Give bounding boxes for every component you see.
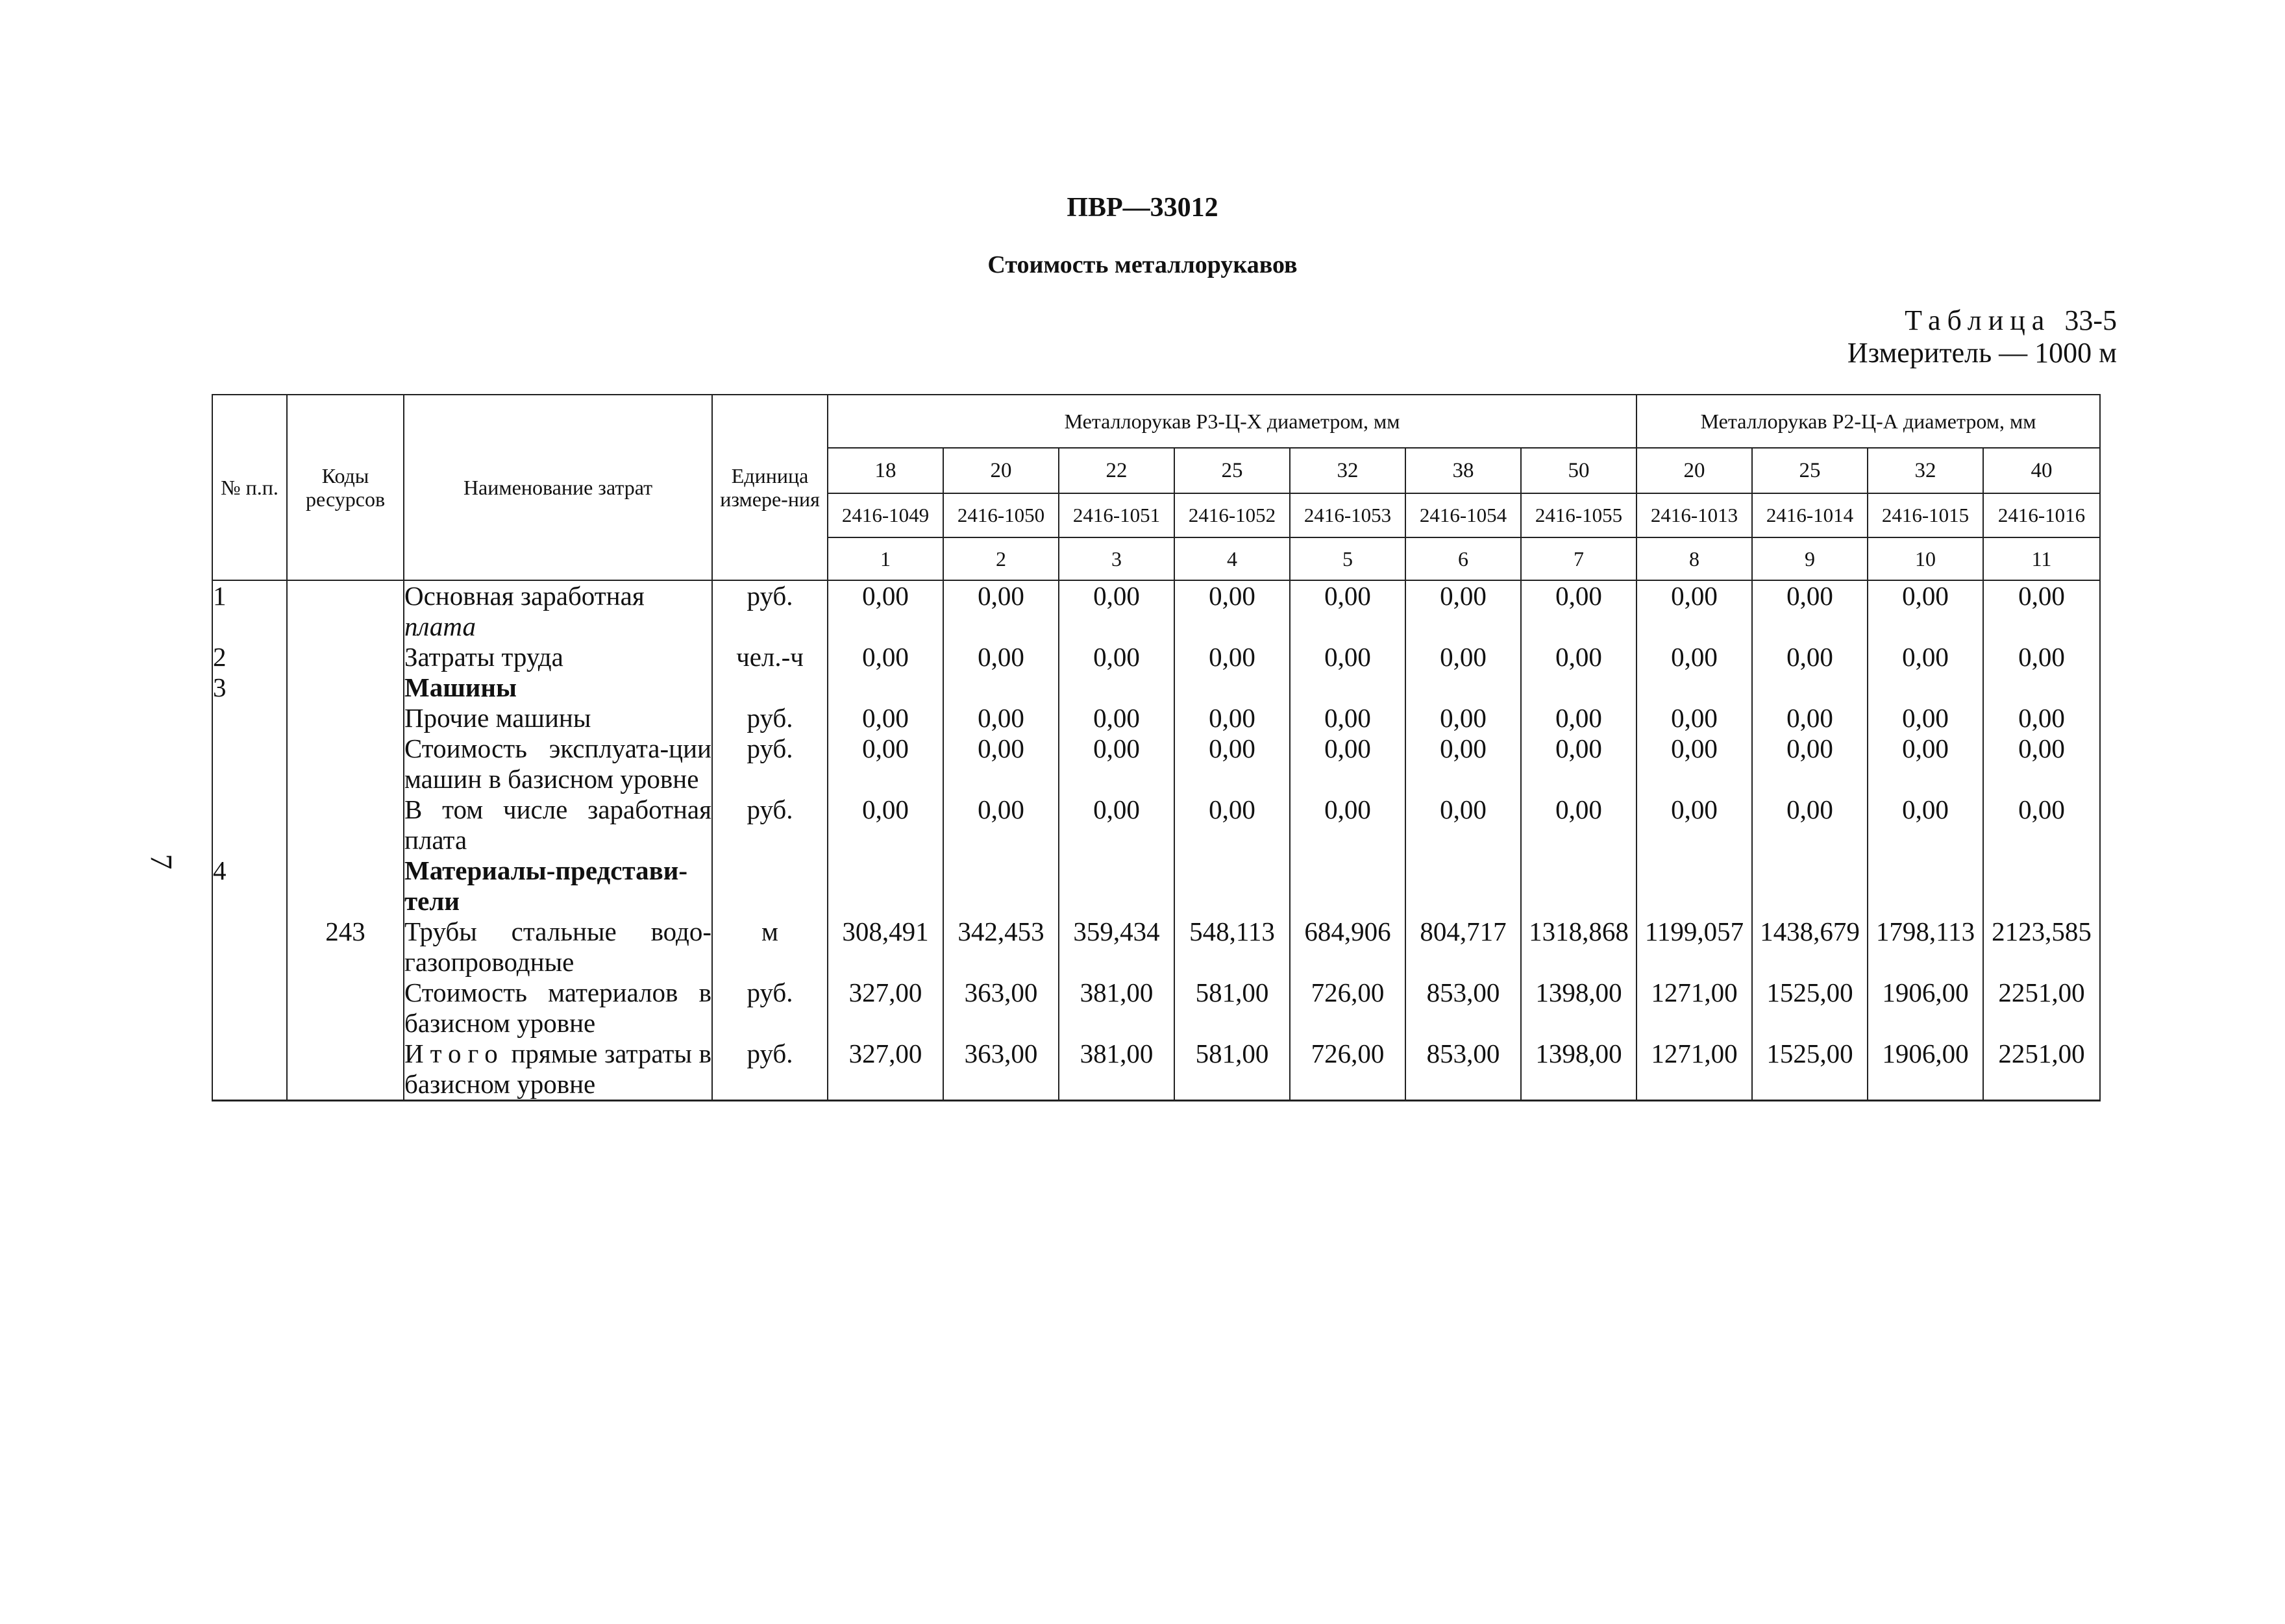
value-cell: 381,00 <box>1059 1039 1174 1101</box>
resource-code-header: 2416-1049 <box>828 493 943 537</box>
cost-name-spaced: Итого <box>404 1039 504 1068</box>
row-number: 4 <box>212 855 287 917</box>
value-cell: 0,00 <box>943 703 1059 733</box>
column-index-header: 9 <box>1752 537 1868 580</box>
unit-cell: руб. <box>712 733 828 794</box>
value-cell: 1525,00 <box>1752 978 1868 1039</box>
value-cell: 1906,00 <box>1868 978 1983 1039</box>
diameter-header: 20 <box>943 448 1059 493</box>
table-caption-word: Таблица <box>1905 304 2051 336</box>
value-cell: 0,00 <box>1174 642 1290 672</box>
cost-name <box>404 855 712 917</box>
value-cell: 363,00 <box>943 1039 1059 1101</box>
value-cell: 0,00 <box>1868 642 1983 672</box>
value-cell: 0,00 <box>1983 703 2100 733</box>
resource-code-header: 2416-1014 <box>1752 493 1868 537</box>
resource-code-header: 2416-1051 <box>1059 493 1174 537</box>
value-cell <box>1521 672 1637 703</box>
resource-code <box>287 733 404 794</box>
table-row <box>212 580 2100 642</box>
value-cell: 684,906 <box>1290 917 1405 978</box>
resource-code-header: 2416-1052 <box>1174 493 1290 537</box>
row-number <box>212 917 287 978</box>
table-row <box>212 794 2100 855</box>
value-cell: 308,491 <box>828 917 943 978</box>
value-cell: 0,00 <box>1521 703 1637 733</box>
col-header-num: № п.п. <box>212 395 287 580</box>
value-cell: 381,00 <box>1059 978 1174 1039</box>
column-index-header: 11 <box>1983 537 2100 580</box>
table-row <box>212 672 2100 703</box>
value-cell: 0,00 <box>1983 794 2100 855</box>
value-cell: 1398,00 <box>1521 1039 1637 1101</box>
table-row <box>212 642 2100 672</box>
value-cell: 0,00 <box>1290 703 1405 733</box>
value-cell: 1906,00 <box>1868 1039 1983 1101</box>
column-index-header: 1 <box>828 537 943 580</box>
unit-cell: руб. <box>712 703 828 733</box>
value-cell: 0,00 <box>1521 733 1637 794</box>
resource-code <box>287 1039 404 1101</box>
value-cell: 0,00 <box>828 733 943 794</box>
column-index-header: 5 <box>1290 537 1405 580</box>
value-cell <box>943 672 1059 703</box>
resource-code-header: 2416-1013 <box>1637 493 1752 537</box>
document-code: ПВР—33012 <box>1067 193 1218 223</box>
row-number <box>212 794 287 855</box>
value-cell: 1271,00 <box>1637 978 1752 1039</box>
cost-name-text: Материалы-представи-тели <box>404 855 688 916</box>
value-cell: 0,00 <box>828 580 943 642</box>
diameter-header: 40 <box>1983 448 2100 493</box>
value-cell: 726,00 <box>1290 1039 1405 1101</box>
value-cell: 0,00 <box>1637 794 1752 855</box>
col-header-codes: Коды ресурсов <box>287 395 404 580</box>
value-cell: 1271,00 <box>1637 1039 1752 1101</box>
value-cell: 1438,679 <box>1752 917 1868 978</box>
resource-code <box>287 672 404 703</box>
unit-cell: м <box>712 917 828 978</box>
column-index-header: 3 <box>1059 537 1174 580</box>
resource-code-header: 2416-1050 <box>943 493 1059 537</box>
cost-name-text: Машины <box>404 672 517 702</box>
unit-cell: руб. <box>712 580 828 642</box>
cost-name-text: В том числе заработная плата <box>404 794 711 855</box>
value-cell: 2123,585 <box>1983 917 2100 978</box>
value-cell <box>1752 855 1868 917</box>
value-cell: 0,00 <box>1174 703 1290 733</box>
value-cell: 581,00 <box>1174 1039 1290 1101</box>
value-cell <box>828 672 943 703</box>
value-cell: 1798,113 <box>1868 917 1983 978</box>
measure-unit: Измеритель — 1000 м <box>1847 337 2117 369</box>
value-cell: 0,00 <box>1405 703 1521 733</box>
value-cell: 0,00 <box>1290 733 1405 794</box>
row-number <box>212 978 287 1039</box>
cost-name <box>404 733 712 794</box>
value-cell: 0,00 <box>1637 733 1752 794</box>
value-cell: 1199,057 <box>1637 917 1752 978</box>
unit-cell: руб. <box>712 978 828 1039</box>
value-cell: 0,00 <box>1290 794 1405 855</box>
value-cell: 0,00 <box>1752 794 1868 855</box>
document-title: Стоимость металлорукавов <box>987 251 1298 278</box>
cost-name <box>404 978 712 1039</box>
unit-cell: руб. <box>712 1039 828 1101</box>
cost-name <box>404 917 712 978</box>
unit-cell <box>712 855 828 917</box>
value-cell: 0,00 <box>1059 794 1174 855</box>
cost-name <box>404 642 712 672</box>
value-cell <box>1290 672 1405 703</box>
value-cell <box>1983 672 2100 703</box>
value-cell: 327,00 <box>828 1039 943 1101</box>
diameter-header: 22 <box>1059 448 1174 493</box>
unit-cell: чел.-ч <box>712 642 828 672</box>
value-cell: 0,00 <box>1059 642 1174 672</box>
column-index-header: 7 <box>1521 537 1637 580</box>
value-cell <box>828 855 943 917</box>
table-number: 33-5 <box>2064 304 2117 336</box>
row-number <box>212 1039 287 1101</box>
diameter-header: 25 <box>1752 448 1868 493</box>
column-index-header: 4 <box>1174 537 1290 580</box>
value-cell <box>1868 855 1983 917</box>
resource-code-header: 2416-1055 <box>1521 493 1637 537</box>
resource-code <box>287 855 404 917</box>
value-cell: 0,00 <box>1174 580 1290 642</box>
value-cell: 2251,00 <box>1983 1039 2100 1101</box>
value-cell: 0,00 <box>1637 703 1752 733</box>
cost-name-text: Стоимость материалов в базисном уровне <box>404 978 711 1038</box>
row-number <box>212 703 287 733</box>
value-cell: 0,00 <box>1983 642 2100 672</box>
table-caption <box>1905 304 2117 337</box>
cost-name <box>404 672 712 703</box>
value-cell: 0,00 <box>1521 580 1637 642</box>
row-number: 3 <box>212 672 287 703</box>
resource-code <box>287 642 404 672</box>
resource-code <box>287 703 404 733</box>
col-header-name: Наименование затрат <box>404 395 712 580</box>
value-cell: 0,00 <box>1521 794 1637 855</box>
cost-name-text: Прочие машины <box>404 703 591 733</box>
value-cell: 0,00 <box>1752 642 1868 672</box>
value-cell: 0,00 <box>1752 580 1868 642</box>
table-row <box>212 855 2100 917</box>
value-cell: 581,00 <box>1174 978 1290 1039</box>
value-cell: 359,434 <box>1059 917 1174 978</box>
value-cell <box>1868 672 1983 703</box>
column-index-header: 10 <box>1868 537 1983 580</box>
value-cell: 0,00 <box>1405 733 1521 794</box>
value-cell: 0,00 <box>1059 580 1174 642</box>
cost-name <box>404 580 712 642</box>
value-cell: 0,00 <box>1059 703 1174 733</box>
value-cell: 0,00 <box>943 733 1059 794</box>
value-cell: 327,00 <box>828 978 943 1039</box>
value-cell: 0,00 <box>1290 580 1405 642</box>
table-row <box>212 978 2100 1039</box>
value-cell: 0,00 <box>1752 703 1868 733</box>
value-cell: 0,00 <box>1983 580 2100 642</box>
diameter-header: 32 <box>1868 448 1983 493</box>
row-number: 2 <box>212 642 287 672</box>
value-cell: 0,00 <box>1637 580 1752 642</box>
resource-code: 243 <box>287 917 404 978</box>
table-header <box>212 395 2100 580</box>
row-number <box>212 733 287 794</box>
value-cell: 1318,868 <box>1521 917 1637 978</box>
diameter-header: 38 <box>1405 448 1521 493</box>
value-cell <box>1290 855 1405 917</box>
value-cell: 0,00 <box>828 794 943 855</box>
value-cell: 0,00 <box>1868 580 1983 642</box>
unit-cell <box>712 672 828 703</box>
value-cell: 0,00 <box>1752 733 1868 794</box>
value-cell <box>1059 672 1174 703</box>
value-cell <box>1752 672 1868 703</box>
value-cell: 0,00 <box>1174 794 1290 855</box>
diameter-header: 25 <box>1174 448 1290 493</box>
value-cell: 342,453 <box>943 917 1059 978</box>
value-cell <box>1174 855 1290 917</box>
table-row <box>212 733 2100 794</box>
value-cell: 548,113 <box>1174 917 1290 978</box>
diameter-header: 32 <box>1290 448 1405 493</box>
value-cell: 0,00 <box>1868 703 1983 733</box>
value-cell: 0,00 <box>1983 733 2100 794</box>
table-row <box>212 703 2100 733</box>
value-cell: 363,00 <box>943 978 1059 1039</box>
value-cell: 0,00 <box>1405 794 1521 855</box>
resource-code <box>287 580 404 642</box>
resource-code-header: 2416-1053 <box>1290 493 1405 537</box>
value-cell: 853,00 <box>1405 1039 1521 1101</box>
value-cell <box>1405 672 1521 703</box>
value-cell <box>1521 855 1637 917</box>
diameter-header: 20 <box>1637 448 1752 493</box>
table-body <box>212 580 2100 1101</box>
value-cell <box>1637 672 1752 703</box>
value-cell: 0,00 <box>1637 642 1752 672</box>
resource-code <box>287 794 404 855</box>
value-cell: 1525,00 <box>1752 1039 1868 1101</box>
diameter-header: 50 <box>1521 448 1637 493</box>
value-cell <box>1405 855 1521 917</box>
col-header-unit: Единица измере-ния <box>712 395 828 580</box>
row-number: 1 <box>212 580 287 642</box>
value-cell: 0,00 <box>1290 642 1405 672</box>
cost-name <box>404 1039 712 1101</box>
diameter-header: 18 <box>828 448 943 493</box>
value-cell <box>1637 855 1752 917</box>
value-cell: 1398,00 <box>1521 978 1637 1039</box>
cost-name-tail: плата <box>404 611 476 641</box>
cost-name-text: Стоимость эксплуата-ции машин в базисном уровне <box>404 733 711 794</box>
cost-name <box>404 794 712 855</box>
value-cell: 726,00 <box>1290 978 1405 1039</box>
value-cell <box>1059 855 1174 917</box>
col-group-r3: Металлорукав Р3-Ц-Х диаметром, мм <box>828 395 1637 448</box>
cost-table <box>212 394 2101 1101</box>
value-cell <box>943 855 1059 917</box>
value-cell: 804,717 <box>1405 917 1521 978</box>
unit-cell: руб. <box>712 794 828 855</box>
value-cell: 2251,00 <box>1983 978 2100 1039</box>
column-index-header: 8 <box>1637 537 1752 580</box>
resource-code <box>287 978 404 1039</box>
column-index-header: 2 <box>943 537 1059 580</box>
resource-code-header: 2416-1016 <box>1983 493 2100 537</box>
cost-name-rest: прямые затраты в базисном уровне <box>404 1039 711 1099</box>
value-cell: 0,00 <box>1521 642 1637 672</box>
value-cell <box>1983 855 2100 917</box>
value-cell: 0,00 <box>943 580 1059 642</box>
cost-name-text: Затраты труда <box>404 642 563 672</box>
value-cell: 0,00 <box>1868 733 1983 794</box>
value-cell: 0,00 <box>1405 642 1521 672</box>
cost-name-text: Трубы стальные водо-газопроводные <box>404 917 711 977</box>
col-group-r2: Металлорукав Р2-Ц-А диаметром, мм <box>1637 395 2100 448</box>
value-cell: 0,00 <box>943 642 1059 672</box>
page-number: 7 <box>143 854 179 870</box>
table-row <box>212 1039 2100 1101</box>
value-cell: 853,00 <box>1405 978 1521 1039</box>
cost-name <box>404 703 712 733</box>
resource-code-header: 2416-1054 <box>1405 493 1521 537</box>
value-cell: 0,00 <box>828 703 943 733</box>
value-cell: 0,00 <box>828 642 943 672</box>
value-cell: 0,00 <box>1059 733 1174 794</box>
table-row <box>212 917 2100 978</box>
value-cell <box>1174 672 1290 703</box>
column-index-header: 6 <box>1405 537 1521 580</box>
value-cell: 0,00 <box>943 794 1059 855</box>
cost-name-main: Основная заработная <box>404 581 645 611</box>
value-cell: 0,00 <box>1174 733 1290 794</box>
value-cell: 0,00 <box>1405 580 1521 642</box>
value-cell: 0,00 <box>1868 794 1983 855</box>
resource-code-header: 2416-1015 <box>1868 493 1983 537</box>
